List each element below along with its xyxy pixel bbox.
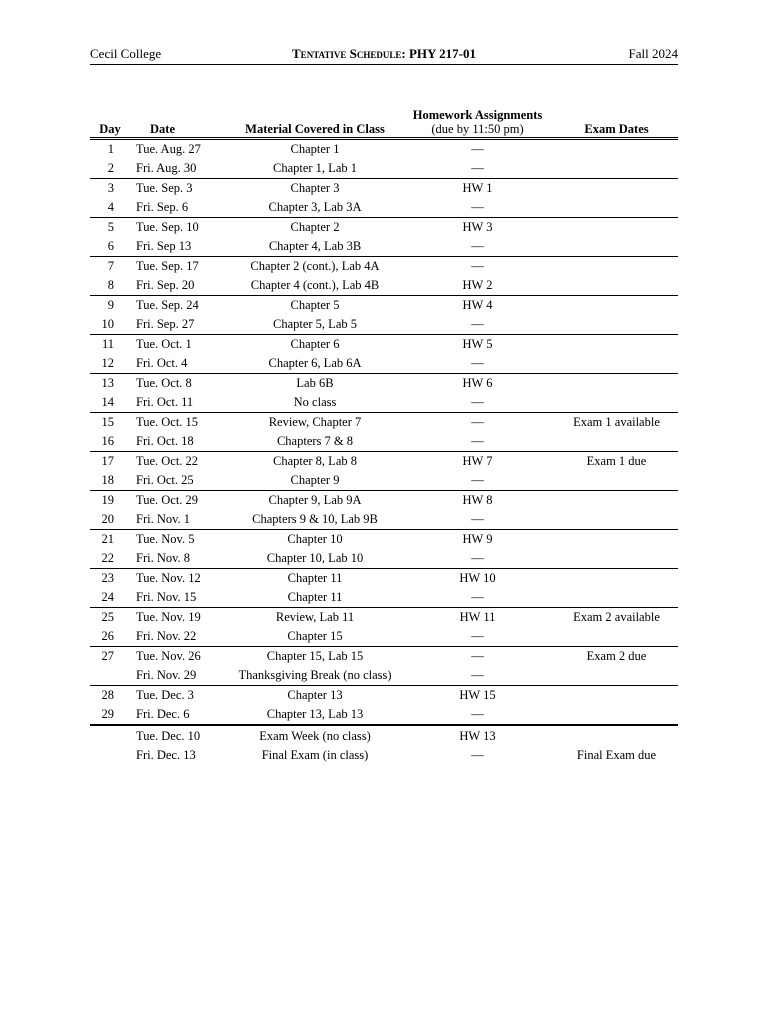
cell-day [90, 746, 130, 765]
cell-exam [555, 354, 678, 374]
cell-day: 17 [101, 454, 114, 468]
college-name: Cecil College [90, 46, 162, 61]
cell-material: No class [230, 393, 400, 413]
term-label: Fall 2024 [628, 46, 678, 61]
cell-homework: HW 15 [459, 688, 496, 702]
cell-date: Tue. Sep. 24 [136, 298, 199, 312]
cell-date: Tue. Nov. 5 [136, 532, 195, 546]
cell-day: 11 [101, 337, 114, 351]
cell-date: Tue. Sep. 3 [136, 181, 193, 195]
cell-exam [555, 471, 678, 491]
cell-material: Chapter 2 [290, 220, 340, 234]
cell-homework: — [400, 588, 555, 608]
table-row [90, 218, 678, 238]
cell-date: Fri. Nov. 8 [130, 549, 230, 569]
cell-day: 15 [101, 415, 114, 429]
table-row [90, 686, 678, 706]
cell-date: Tue. Oct. 8 [136, 376, 192, 390]
cell-exam [555, 237, 678, 257]
table-row [90, 413, 678, 433]
cell-homework: HW 2 [400, 276, 555, 296]
cell-homework: HW 5 [462, 337, 493, 351]
table-row [90, 725, 678, 746]
cell-date: Tue. Sep. 17 [136, 259, 199, 273]
cell-material: Chapter 4, Lab 3B [230, 237, 400, 257]
table-row [90, 335, 678, 355]
cell-homework: — [400, 471, 555, 491]
cell-date: Fri. Oct. 11 [130, 393, 230, 413]
page-header [90, 45, 678, 65]
cell-date: Tue. Aug. 27 [136, 142, 201, 156]
column-header-exam: Exam Dates [555, 108, 678, 139]
cell-exam: Exam 2 available [573, 610, 660, 624]
table-row [90, 452, 678, 472]
cell-homework: — [400, 159, 555, 179]
title-prefix: Tentative Schedule: [292, 46, 406, 61]
table-row [90, 159, 678, 179]
table-row [90, 608, 678, 628]
cell-day: 7 [107, 259, 114, 273]
cell-day [90, 666, 130, 686]
cell-day: 23 [101, 571, 114, 585]
cell-day: 5 [107, 220, 114, 234]
cell-exam [555, 686, 678, 706]
column-header-homework: Homework Assignments (due by 11:50 pm) [400, 108, 555, 139]
table-row [90, 746, 678, 765]
table-row [90, 510, 678, 530]
table-row [90, 237, 678, 257]
cell-date: Fri. Dec. 6 [130, 705, 230, 725]
cell-homework: — [400, 393, 555, 413]
cell-homework: — [400, 666, 555, 686]
cell-homework: HW 11 [459, 610, 496, 624]
cell-material: Lab 6B [296, 376, 334, 390]
column-header-homework-sub: (due by 11:50 pm) [431, 122, 524, 136]
cell-exam [555, 198, 678, 218]
cell-material: Chapter 3, Lab 3A [230, 198, 400, 218]
cell-day: 27 [101, 649, 114, 663]
cell-day: 14 [90, 393, 130, 413]
cell-date: Fri. Nov. 29 [130, 666, 230, 686]
cell-day: 2 [90, 159, 130, 179]
column-header-material: Material Covered in Class [230, 108, 400, 139]
cell-material: Chapter 11 [230, 588, 400, 608]
cell-exam [555, 218, 678, 238]
table-row [90, 647, 678, 667]
cell-day: 18 [90, 471, 130, 491]
table-row [90, 354, 678, 374]
cell-exam [555, 588, 678, 608]
cell-material: Review, Chapter 7 [268, 415, 362, 429]
table-row [90, 315, 678, 335]
cell-exam [555, 335, 678, 355]
cell-date: Fri. Aug. 30 [130, 159, 230, 179]
column-header-day: Day [90, 108, 130, 139]
cell-exam [555, 627, 678, 647]
cell-exam [555, 179, 678, 199]
cell-day: 13 [101, 376, 114, 390]
cell-material: Chapter 15 [230, 627, 400, 647]
cell-date: Tue. Oct. 1 [136, 337, 192, 351]
cell-date: Tue. Dec. 3 [136, 688, 194, 702]
cell-day: 6 [90, 237, 130, 257]
table-row [90, 705, 678, 725]
cell-exam [555, 549, 678, 569]
cell-date: Fri. Dec. 13 [136, 748, 196, 762]
cell-day: 21 [101, 532, 114, 546]
cell-material: Chapter 3 [290, 181, 340, 195]
cell-day: 24 [90, 588, 130, 608]
cell-exam: Final Exam due [576, 748, 657, 762]
cell-date: Fri. Sep. 20 [130, 276, 230, 296]
cell-homework: — [471, 142, 484, 156]
cell-homework: HW 4 [462, 298, 493, 312]
cell-material: Review, Lab 11 [275, 610, 355, 624]
cell-exam [555, 705, 678, 725]
cell-date: Tue. Oct. 15 [136, 415, 199, 429]
table-row [90, 432, 678, 452]
cell-material: Chapter 2 (cont.), Lab 4A [250, 259, 380, 273]
cell-exam [555, 296, 678, 316]
cell-homework: — [400, 705, 555, 725]
cell-exam [555, 432, 678, 452]
cell-homework: — [400, 354, 555, 374]
cell-homework: HW 1 [462, 181, 493, 195]
cell-homework: — [471, 649, 484, 663]
table-row [90, 276, 678, 296]
cell-homework: — [400, 432, 555, 452]
cell-exam [555, 139, 678, 160]
cell-day: 9 [107, 298, 114, 312]
cell-exam [555, 491, 678, 511]
cell-material: Chapter 6 [290, 337, 340, 351]
cell-material: Thanksgiving Break (no class) [230, 666, 400, 686]
cell-date: Fri. Oct. 4 [130, 354, 230, 374]
cell-exam: Exam 1 available [573, 415, 660, 429]
cell-day: 3 [107, 181, 114, 195]
cell-homework: — [400, 549, 555, 569]
cell-homework: — [471, 748, 484, 762]
cell-homework: — [400, 315, 555, 335]
table-row [90, 198, 678, 218]
table-row [90, 666, 678, 686]
cell-material: Chapter 1 [290, 142, 340, 156]
cell-material: Chapter 1, Lab 1 [230, 159, 400, 179]
cell-homework: HW 3 [462, 220, 493, 234]
cell-day: 8 [90, 276, 130, 296]
cell-material: Chapter 4 (cont.), Lab 4B [230, 276, 400, 296]
cell-homework: HW 13 [459, 729, 496, 743]
column-header-date: Date [130, 108, 230, 139]
cell-homework: HW 10 [459, 571, 496, 585]
cell-day: 1 [107, 142, 114, 156]
cell-material: Chapter 13 [287, 688, 343, 702]
cell-exam [555, 569, 678, 589]
cell-date: Fri. Nov. 15 [130, 588, 230, 608]
table-row [90, 491, 678, 511]
cell-material: Chapter 6, Lab 6A [230, 354, 400, 374]
cell-homework: — [471, 259, 484, 273]
cell-material: Chapter 5 [290, 298, 340, 312]
cell-homework: HW 9 [462, 532, 493, 546]
cell-exam [555, 510, 678, 530]
cell-exam: Exam 1 due [586, 454, 647, 468]
cell-date: Fri. Oct. 18 [130, 432, 230, 452]
cell-material: Exam Week (no class) [259, 729, 371, 743]
cell-material: Chapter 9, Lab 9A [268, 493, 362, 507]
cell-date: Fri. Nov. 1 [130, 510, 230, 530]
cell-day: 19 [101, 493, 114, 507]
cell-day: 10 [90, 315, 130, 335]
cell-exam [555, 257, 678, 277]
cell-date: Fri. Sep. 27 [130, 315, 230, 335]
cell-homework: HW 7 [462, 454, 493, 468]
table-row [90, 569, 678, 589]
table-row [90, 530, 678, 550]
cell-day: 26 [90, 627, 130, 647]
cell-material: Chapter 15, Lab 15 [266, 649, 364, 663]
cell-date: Tue. Nov. 26 [136, 649, 201, 663]
cell-date: Fri. Oct. 25 [130, 471, 230, 491]
table-row [90, 179, 678, 199]
cell-exam [555, 393, 678, 413]
schedule-table [90, 108, 678, 765]
cell-material: Chapter 8, Lab 8 [272, 454, 357, 468]
cell-exam: Exam 2 due [586, 649, 647, 663]
cell-material: Chapter 10 [287, 532, 343, 546]
table-header-row [90, 108, 678, 139]
course-code: PHY 217-01 [405, 46, 476, 61]
cell-material: Chapter 11 [287, 571, 343, 585]
cell-homework: — [400, 510, 555, 530]
cell-date: Tue. Dec. 10 [136, 729, 201, 743]
cell-material: Chapter 13, Lab 13 [230, 705, 400, 725]
cell-exam [555, 276, 678, 296]
cell-date: Fri. Sep. 6 [130, 198, 230, 218]
cell-homework: — [400, 237, 555, 257]
cell-material: Chapter 10, Lab 10 [230, 549, 400, 569]
table-row [90, 139, 678, 160]
schedule-body [90, 139, 678, 766]
cell-day: 22 [90, 549, 130, 569]
cell-material: Chapters 9 & 10, Lab 9B [230, 510, 400, 530]
document-title [90, 46, 678, 62]
cell-homework: — [400, 198, 555, 218]
cell-material: Chapter 9 [230, 471, 400, 491]
cell-homework: HW 6 [462, 376, 493, 390]
cell-exam [555, 315, 678, 335]
cell-exam [555, 530, 678, 550]
cell-day [90, 725, 130, 746]
cell-exam [555, 725, 678, 746]
cell-day: 12 [90, 354, 130, 374]
table-row [90, 296, 678, 316]
cell-exam [555, 159, 678, 179]
cell-date: Fri. Sep 13 [130, 237, 230, 257]
cell-day: 25 [101, 610, 114, 624]
cell-date: Tue. Nov. 19 [136, 610, 201, 624]
cell-date: Tue. Oct. 29 [136, 493, 199, 507]
cell-date: Tue. Oct. 22 [136, 454, 199, 468]
cell-homework: HW 8 [462, 493, 493, 507]
table-row [90, 393, 678, 413]
table-row [90, 374, 678, 394]
table-row [90, 549, 678, 569]
table-row [90, 588, 678, 608]
cell-homework: — [471, 415, 484, 429]
table-row [90, 627, 678, 647]
cell-day: 4 [90, 198, 130, 218]
cell-exam [555, 666, 678, 686]
cell-day: 20 [90, 510, 130, 530]
cell-date: Tue. Nov. 12 [136, 571, 201, 585]
cell-material: Chapter 5, Lab 5 [230, 315, 400, 335]
cell-date: Tue. Sep. 10 [136, 220, 199, 234]
cell-day: 29 [90, 705, 130, 725]
cell-day: 16 [90, 432, 130, 452]
cell-exam [555, 374, 678, 394]
cell-date: Fri. Nov. 22 [130, 627, 230, 647]
cell-day: 28 [101, 688, 114, 702]
cell-material: Chapters 7 & 8 [230, 432, 400, 452]
table-row [90, 471, 678, 491]
cell-homework: — [400, 627, 555, 647]
table-row [90, 257, 678, 277]
cell-material: Final Exam (in class) [261, 748, 369, 762]
